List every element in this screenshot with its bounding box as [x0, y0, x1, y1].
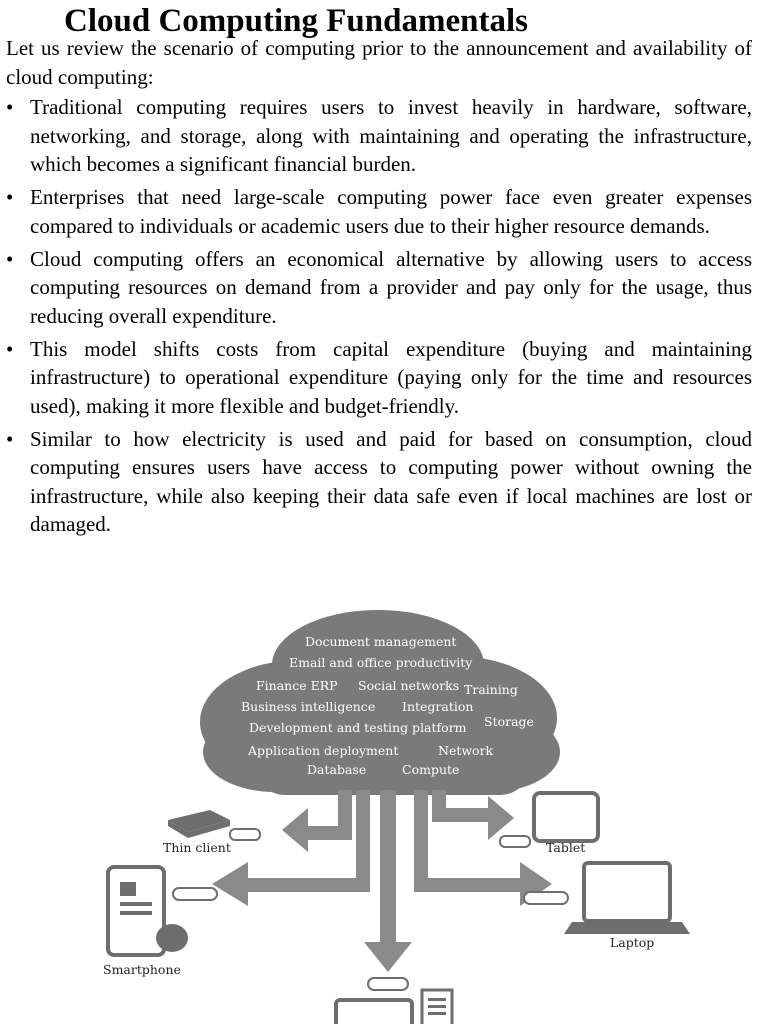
bullet-icon: •	[6, 426, 14, 451]
arrows	[212, 790, 552, 972]
list-item	[6, 183, 752, 240]
cloud-label: Finance ERP	[256, 678, 338, 693]
intro-paragraph: Let us review the scenario of computing prior to the announcement and availability of cloud computing:	[6, 36, 752, 89]
cloud-label: Network	[438, 743, 494, 758]
cloud-label: Database	[307, 762, 367, 777]
bullet-icon: •	[6, 185, 14, 209]
cloud-label: Compute	[402, 762, 460, 777]
bullet-icon: •	[6, 246, 14, 271]
bullet-icon: •	[6, 95, 14, 119]
arrow-icon	[282, 790, 352, 852]
cloud-label: Email and office productivity	[289, 655, 473, 670]
bullet-text: Cloud computing offers an economical alternative by allowing users to access computing resources on demand from a provider and pay only for the usage, thus reducing overall expenditure.	[30, 246, 752, 328]
list-item	[6, 245, 752, 331]
laptop-label: Laptop	[610, 935, 655, 950]
cloud-label: Development and testing platform	[249, 720, 467, 735]
smartphone-label: Smartphone	[103, 962, 181, 977]
thin-client-label: Thin client	[163, 840, 231, 855]
list-item	[6, 335, 752, 421]
bullet-text: Enterprises that need large-scale computing power face even greater expenses compared to individuals or academic users due to their higher resource demands.	[30, 185, 752, 238]
bullet-text: Traditional computing requires users to invest heavily in hardware, software, networking, and storage, along with maintaining and operating the infrastructure, which becomes a significant financial burden.	[30, 95, 752, 176]
lock-connector-icon	[173, 829, 568, 990]
bullet-icon: •	[6, 336, 14, 361]
list-item	[6, 425, 752, 539]
thin-client-icon	[168, 810, 230, 838]
tablet-label: Tablet	[546, 840, 586, 855]
cloud-computing-diagram	[100, 600, 700, 1024]
cloud-label: Application deployment	[248, 743, 399, 758]
cloud-label: Training	[464, 682, 518, 697]
cloud-label: Business intelligence	[241, 699, 376, 714]
cloud-label: Integration	[402, 699, 474, 714]
bullet-text: Similar to how electricity is used and paid for based on consumption, cloud computing ensures users have access to computing power without owning the infrastructure, while also keeping their data safe even if local machines are lost or damaged.	[30, 426, 752, 536]
arrow-icon	[432, 790, 514, 840]
page-title: Cloud Computing Fundamentals	[64, 3, 528, 39]
cloud-label: Document management	[305, 634, 457, 649]
desktop-icon	[336, 990, 452, 1024]
tablet-icon	[534, 793, 598, 841]
arrow-icon	[364, 790, 412, 972]
bullet-text: This model shifts costs from capital expenditure (buying and maintaining infrastructure) to operational expenditure (paying only for the time and resources used), making it more flexible and budget-friendly.	[30, 336, 752, 418]
list-item	[6, 93, 752, 179]
bullet-list	[6, 93, 752, 543]
smartphone-icon	[108, 867, 188, 955]
laptop-icon	[564, 863, 690, 934]
cloud-label: Storage	[484, 714, 534, 729]
cloud-label: Social networks	[358, 678, 460, 693]
